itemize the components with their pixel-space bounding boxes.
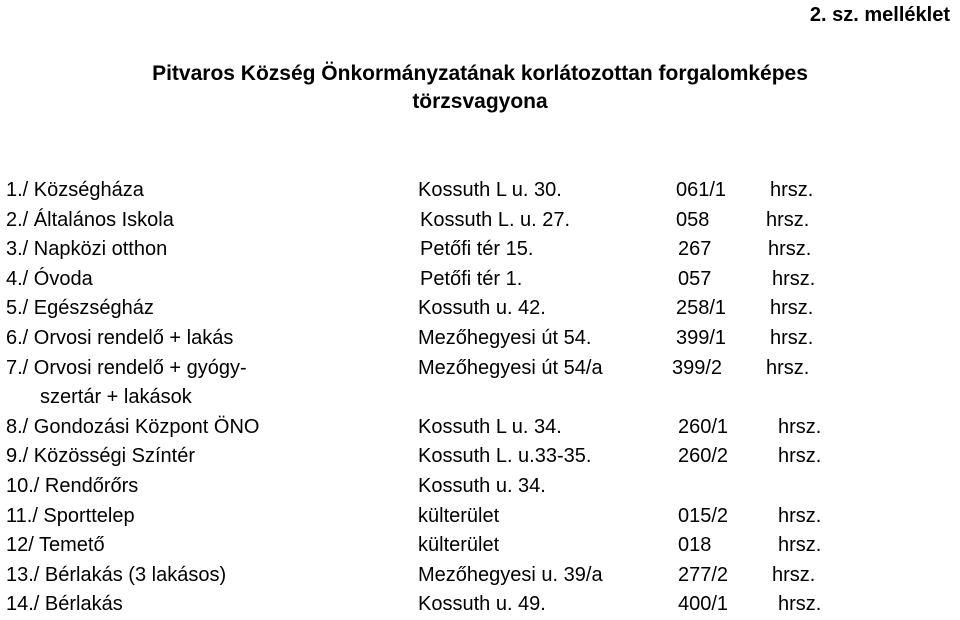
- property-row: [0, 176, 960, 206]
- property-lot-number: 399/1: [676, 326, 727, 349]
- property-name: 9./ Közösségi Színtér: [6, 445, 195, 468]
- property-row: [0, 265, 960, 295]
- property-name: 11./ Sporttelep: [6, 504, 135, 527]
- property-name-continuation: szertár + lakások: [40, 386, 192, 409]
- property-lot-number: 260/2: [678, 445, 729, 468]
- property-name: 10./ Rendőrőrs: [6, 474, 139, 497]
- property-address: Mezőhegyesi u. 39/a: [418, 563, 603, 586]
- document-title: [0, 60, 960, 116]
- document-title-line-1: Pitvaros Község Önkormányzatának korlátozottan forgalomképes: [152, 62, 808, 85]
- property-address: Kossuth L. u. 27.: [420, 208, 571, 231]
- property-name: 5./ Egészségház: [6, 297, 154, 320]
- property-row: [0, 531, 960, 561]
- property-lot-unit: hrsz.: [770, 297, 814, 320]
- property-name: 2./ Általános Iskola: [6, 208, 174, 231]
- property-lot-number: 058: [676, 208, 710, 231]
- property-address: külterület: [418, 504, 500, 527]
- property-address: Petőfi tér 15.: [420, 238, 534, 261]
- property-lot-number: 258/1: [676, 297, 727, 320]
- property-lot-number: 399/2: [672, 356, 723, 379]
- property-name: 6./ Orvosi rendelő + lakás: [6, 326, 234, 349]
- property-row: [0, 354, 960, 384]
- property-row: [0, 442, 960, 472]
- property-row: [0, 502, 960, 532]
- property-name: 12/ Temető: [6, 534, 105, 557]
- property-lot-number: 267: [678, 238, 712, 261]
- property-lot-unit: hrsz.: [766, 356, 810, 379]
- property-row: [0, 324, 960, 354]
- property-lot-number: 057: [678, 267, 712, 290]
- property-row: [0, 561, 960, 591]
- property-lot-number: 018: [678, 534, 712, 557]
- property-lot-number: 015/2: [678, 504, 729, 527]
- property-row-continuation: [0, 383, 960, 413]
- property-name: 14./ Bérlakás: [6, 593, 123, 616]
- property-name: 4./ Óvoda: [6, 267, 93, 290]
- property-address: Kossuth u. 49.: [418, 593, 546, 616]
- property-lot-unit: hrsz.: [778, 445, 822, 468]
- property-lot-unit: hrsz.: [778, 534, 822, 557]
- property-name: 7./ Orvosi rendelő + gyógy-: [6, 356, 247, 379]
- property-lot-unit: hrsz.: [768, 238, 812, 261]
- property-address: külterület: [418, 534, 500, 557]
- property-row: [0, 235, 960, 265]
- property-lot-number: 260/1: [678, 415, 729, 438]
- property-lot-number: 061/1: [676, 179, 727, 201]
- property-name: 13./ Bérlakás (3 lakásos): [6, 563, 227, 586]
- property-row: [0, 413, 960, 443]
- property-lot-unit: hrsz.: [778, 415, 822, 438]
- property-row: [0, 294, 960, 324]
- property-address: Kossuth L u. 34.: [418, 415, 562, 438]
- property-address: Kossuth L. u.33-35.: [418, 445, 592, 468]
- property-address: Mezőhegyesi út 54/a: [418, 356, 603, 379]
- property-address: Kossuth u. 34.: [418, 474, 546, 497]
- property-name: 1./ Községháza: [6, 179, 144, 201]
- property-address: Petőfi tér 1.: [420, 267, 523, 290]
- document-title-line-2: törzsvagyona: [412, 90, 548, 113]
- property-lot-unit: hrsz.: [770, 179, 814, 201]
- property-lot-unit: hrsz.: [772, 267, 816, 290]
- property-lot-unit: hrsz.: [770, 326, 814, 349]
- property-lot-unit: hrsz.: [766, 208, 810, 231]
- property-lot-number: 277/2: [678, 563, 729, 586]
- property-name: 3./ Napközi otthon: [6, 238, 168, 261]
- property-lot-unit: hrsz.: [778, 593, 822, 616]
- attachment-label: 2. sz. melléklet: [809, 4, 950, 26]
- property-row: [0, 590, 960, 620]
- property-lot-unit: hrsz.: [772, 563, 816, 586]
- property-lot-unit: hrsz.: [778, 504, 822, 527]
- property-row: [0, 206, 960, 236]
- property-row: [0, 472, 960, 502]
- property-name: 8./ Gondozási Központ ÖNO: [6, 415, 260, 438]
- property-address: Kossuth L u. 30.: [418, 179, 562, 201]
- property-address: Kossuth u. 42.: [418, 297, 546, 320]
- property-list: [0, 176, 960, 620]
- property-address: Mezőhegyesi út 54.: [418, 326, 592, 349]
- property-lot-number: 400/1: [678, 593, 729, 616]
